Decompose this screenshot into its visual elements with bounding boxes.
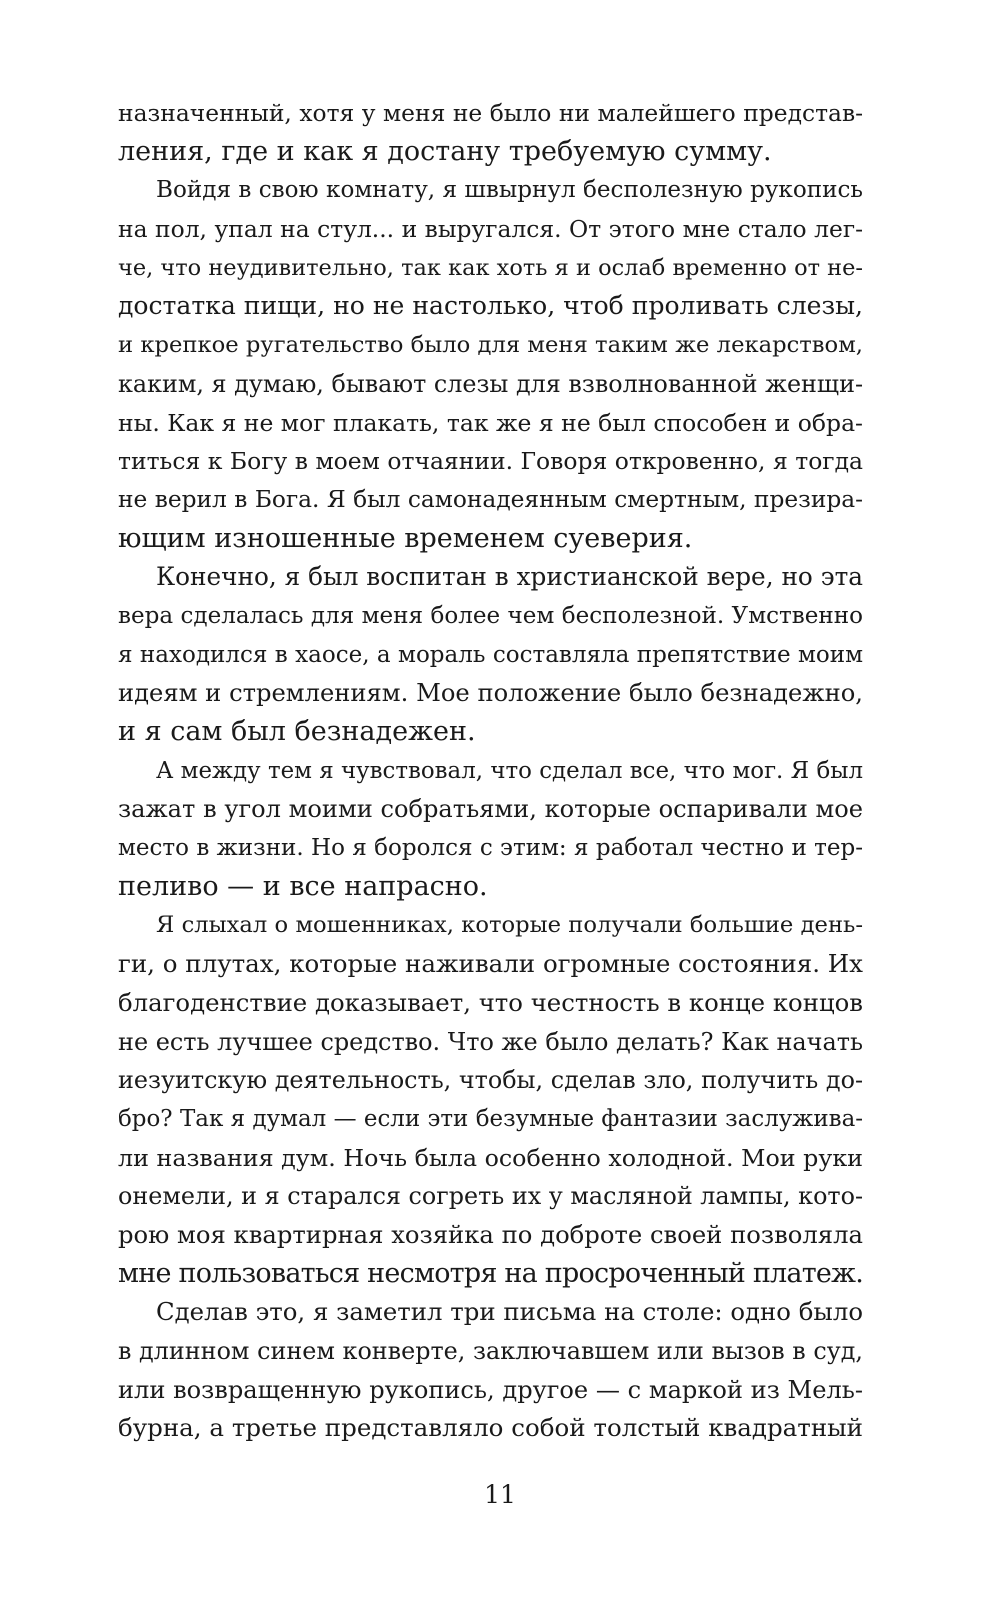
text-line: пеливо — и все напрасно. bbox=[118, 870, 488, 902]
text-line: А между тем я чувствовал, что сделал все, что мог. Я был bbox=[156, 757, 863, 784]
text-line: бурна, а третье представляло собой толстый квадратный bbox=[118, 1413, 863, 1443]
text-line: Сделав это, я заметил три письма на столе: одно было bbox=[156, 1297, 863, 1327]
text-line: не есть лучшее средство. Что же было делать? Как начать bbox=[118, 1027, 863, 1056]
text-line: не верил в Бога. Я был самонадеянным смертным, презира- bbox=[118, 485, 863, 513]
text-line: че, что неудивительно, так как хоть я и ослаб временно от не- bbox=[118, 254, 863, 281]
text-line: каким, я думаю, бывают слезы для взволнованной женщи- bbox=[118, 369, 863, 398]
text-line: ли названия дум. Ночь была особенно холодной. Мои руки bbox=[118, 1143, 863, 1172]
text-line: достатка пищи, но не настолько, чтоб проливать слезы, bbox=[118, 291, 863, 321]
text-line: вера сделалась для меня более чем бесполезной. Умственно bbox=[118, 602, 863, 629]
text-line: ления, где и как я достану требуемую сумму. bbox=[118, 135, 772, 167]
text-line: Войдя в свою комнату, я швырнул бесполезную рукопись bbox=[156, 177, 863, 204]
text-line: на пол, упал на стул... и выругался. От этого мне стало лег- bbox=[118, 215, 863, 244]
text-line: назначенный, хотя у меня не было ни малейшего представ- bbox=[118, 99, 863, 127]
page-number: 11 bbox=[484, 1480, 516, 1509]
text-line: ны. Как я не мог плакать, так же я не был способен и обра- bbox=[118, 408, 863, 437]
text-line: место в жизни. Но я боролся с этим: я работал честно и тер- bbox=[118, 835, 863, 862]
text-line: в длинном синем конверте, заключавшем или вызов в суд, bbox=[118, 1337, 863, 1365]
text-line: благоденствие доказывает, что честность в конце концов bbox=[118, 987, 863, 1017]
text-line: титься к Богу в моем отчаянии. Говоря откровенно, я тогда bbox=[118, 447, 863, 476]
text-line: или возвращенную рукопись, другое — с маркой из Мель- bbox=[118, 1375, 863, 1404]
body-text bbox=[118, 94, 863, 1448]
text-line: мне пользоваться несмотря на просроченный платеж. bbox=[118, 1257, 863, 1289]
text-line: и я сам был безнадежен. bbox=[118, 716, 476, 747]
text-line: рою моя квартирная хозяйка по доброте своей позволяла bbox=[118, 1219, 863, 1249]
text-line: и крепкое ругательство было для меня таким же лекарством, bbox=[118, 332, 863, 359]
text-line: Конечно, я был воспитан в христианской вере, но эта bbox=[156, 562, 863, 592]
text-line: онемели, и я старался согреть их у масляной лампы, кото- bbox=[118, 1182, 863, 1211]
text-line: ющим изношенные временем суеверия. bbox=[118, 522, 693, 554]
text-line: Я слыхал о мошенниках, которые получали большие день- bbox=[156, 912, 863, 939]
text-line: бро? Так я думал — если эти безумные фантазии заслужива- bbox=[118, 1105, 863, 1132]
text-line: я находился в хаосе, а мораль составляла препятствие моим bbox=[118, 641, 863, 668]
text-line: идеям и стремлениям. Мое положение было безнадежно, bbox=[118, 679, 863, 708]
text-line: иезуитскую деятельность, чтобы, сделав зло, получить до- bbox=[118, 1066, 863, 1095]
text-line: зажат в угол моими собратьями, которые оспаривали мое bbox=[118, 795, 863, 824]
text-line: ги, о плутах, которые наживали огромные состояния. Их bbox=[118, 949, 863, 979]
